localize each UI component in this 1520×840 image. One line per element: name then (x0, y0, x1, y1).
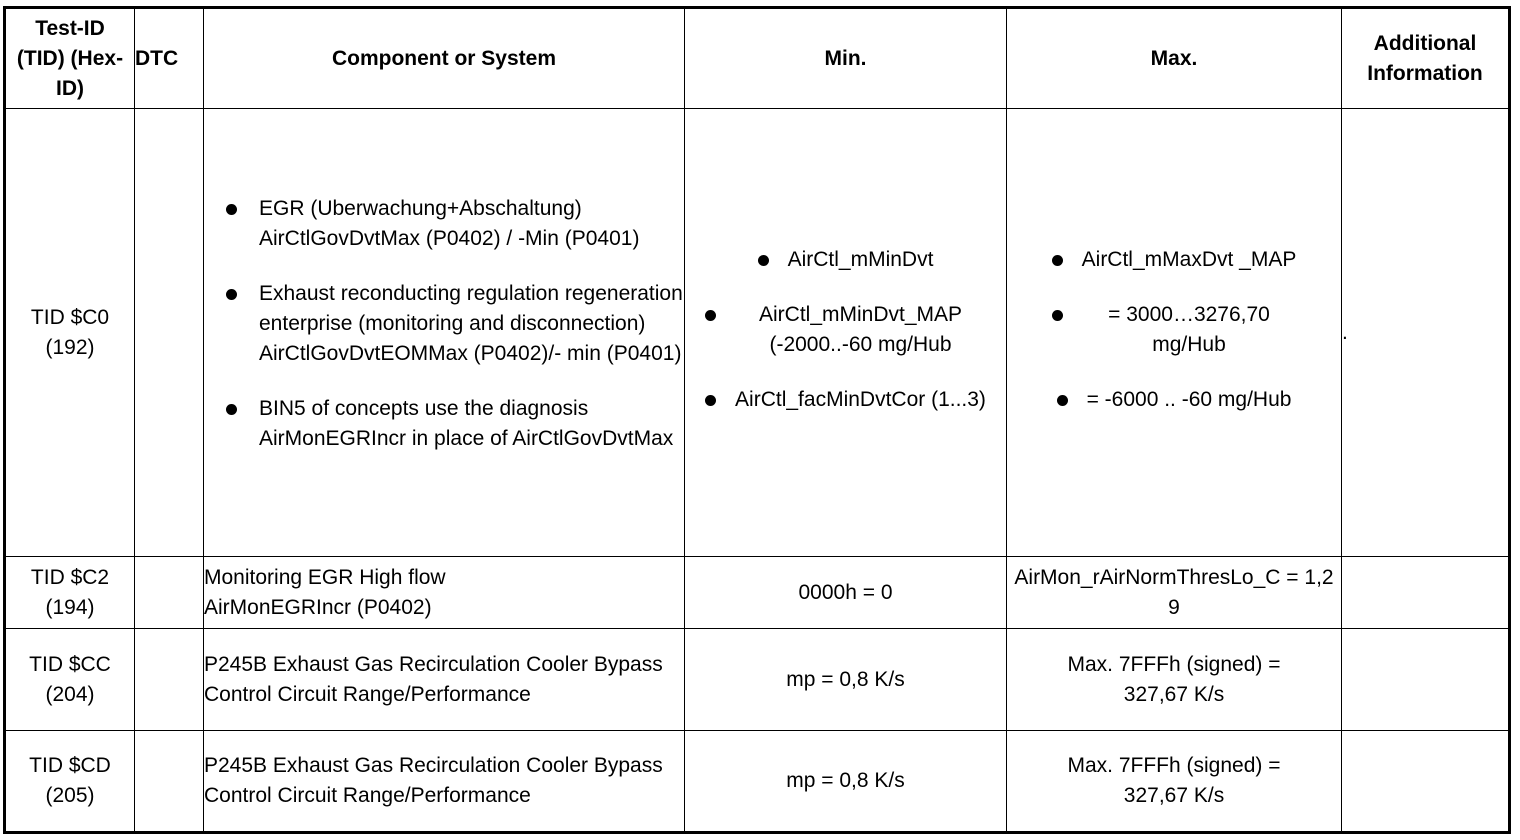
header-dtc: DTC (135, 8, 204, 109)
max-cell (1007, 731, 1342, 833)
component-text: Monitoring EGR High flow AirMonEGRIncr (P0402) (204, 565, 446, 619)
bullet-icon (226, 404, 237, 415)
min-bullet (705, 385, 986, 415)
component-bullet (204, 279, 684, 369)
max-bullet (1021, 300, 1327, 360)
tid-cell (5, 109, 135, 557)
component-cell (204, 731, 685, 833)
component-bullet-text: BIN5 of concepts use the diagnosis AirMonEGRIncr in place of AirCtlGovDvtMax (259, 397, 674, 450)
dtc-cell (135, 557, 204, 629)
max-cell (1007, 109, 1342, 557)
table-row (5, 109, 1510, 557)
tid-cell (5, 629, 135, 731)
max-text: AirMon_rAirNormThresLo_C = 1,29 (1014, 565, 1334, 619)
tid-cell (5, 731, 135, 833)
bullet-icon (758, 255, 769, 266)
bullet-icon (705, 395, 716, 406)
min-cell (685, 109, 1007, 557)
min-cell (685, 731, 1007, 833)
max-bullet-text: = 3000…3276,70 mg/Hub (1108, 303, 1270, 356)
max-bullet (1021, 245, 1327, 275)
header-component: Component or System (204, 8, 685, 109)
bullet-icon (1057, 395, 1068, 406)
header-info: Additional Information (1342, 8, 1510, 109)
table-row (5, 557, 1510, 629)
component-cell (204, 109, 685, 557)
tid-cell (5, 557, 135, 629)
bullet-icon (705, 310, 716, 321)
dtc-cell (135, 109, 204, 557)
info-cell (1342, 731, 1510, 833)
min-text: 0000h = 0 (798, 580, 893, 604)
min-bullet-text: AirCtl_mMinDvt (787, 248, 934, 271)
dtc-cell (135, 731, 204, 833)
component-cell (204, 629, 685, 731)
min-bullet-text: AirCtl_mMinDvt_MAP (-2000..-60 mg/Hub (758, 303, 963, 356)
min-cell (685, 629, 1007, 731)
component-cell (204, 557, 685, 629)
max-text: Max. 7FFFh (signed) = 327,67 K/s (1067, 754, 1281, 807)
max-bullet (1021, 385, 1327, 415)
tid-text: TID $C2 (194) (30, 565, 110, 619)
tid-text: TID $C0 (192) (30, 305, 110, 359)
tid-text: TID $CC (204) (29, 652, 111, 706)
max-bullet-text: = -6000 .. -60 mg/Hub (1086, 388, 1292, 411)
table-row (5, 629, 1510, 731)
min-bullet (705, 300, 986, 360)
component-bullet-text: EGR (Uberwachung+Abschaltung) AirCtlGovDvtMax (P0402) / -Min (P0401) (259, 197, 640, 250)
max-bullet-text: AirCtl_mMaxDvt _MAP (1081, 248, 1297, 271)
header-tid: Test-ID (TID) (Hex-ID) (5, 8, 135, 109)
min-text: mp = 0,8 K/s (786, 769, 905, 792)
component-bullet (204, 394, 684, 454)
bullet-icon (226, 204, 237, 215)
component-bullet (204, 194, 684, 254)
info-cell (1342, 629, 1510, 731)
bullet-icon (1052, 255, 1063, 266)
dtc-cell (135, 629, 204, 731)
component-text: P245B Exhaust Gas Recirculation Cooler Bypass Control Circuit Range/Performance (204, 652, 663, 706)
max-text: Max. 7FFFh (signed) = 327,67 K/s (1067, 652, 1281, 706)
info-cell (1342, 557, 1510, 629)
min-bullet-text: AirCtl_facMinDvtCor (1...3) (735, 388, 986, 411)
component-text: P245B Exhaust Gas Recirculation Cooler Bypass Control Circuit Range/Performance (204, 754, 663, 807)
header-min: Min. (685, 8, 1007, 109)
info-cell (1342, 109, 1510, 557)
bullet-icon (1052, 310, 1063, 321)
min-cell (685, 557, 1007, 629)
max-cell (1007, 629, 1342, 731)
header-row (5, 8, 1510, 109)
max-cell (1007, 557, 1342, 629)
bullet-icon (226, 289, 237, 300)
table-row (5, 731, 1510, 833)
tid-text: TID $CD (205) (29, 754, 111, 807)
header-max: Max. (1007, 8, 1342, 109)
min-bullet (705, 245, 986, 275)
info-text: . (1342, 320, 1348, 344)
component-bullet-text: Exhaust reconducting regulation regeneration enterprise (monitoring and disconnection) AirCtlGovDvtEOMMax (P0402)/- min (P0401) (259, 282, 683, 365)
diagnostic-test-table (3, 6, 1511, 834)
min-text: mp = 0,8 K/s (786, 667, 905, 691)
